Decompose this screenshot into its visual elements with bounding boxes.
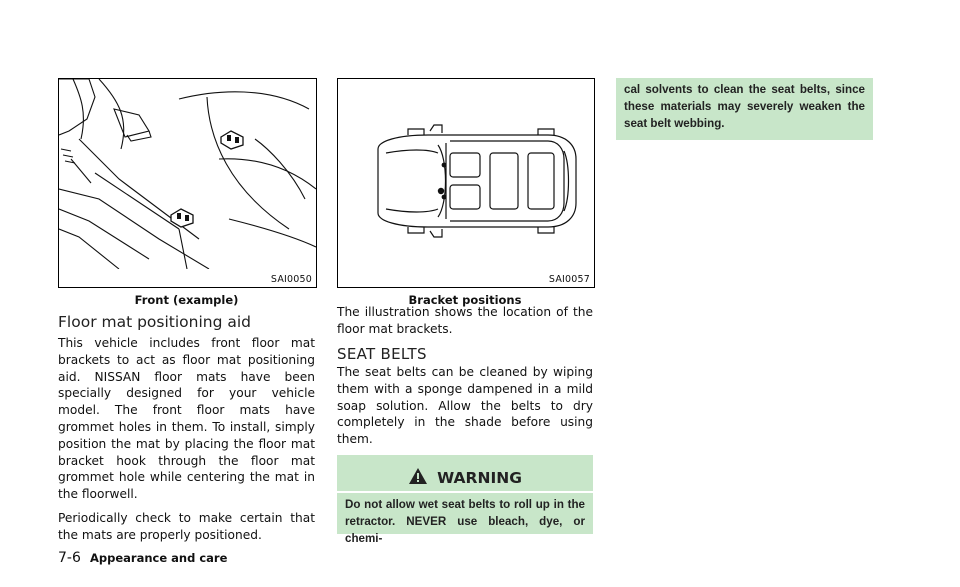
floor-mat-heading: Floor mat positioning aid	[58, 313, 252, 331]
page-footer	[58, 547, 227, 566]
seat-belts-paragraph: The seat belts can be cleaned by wiping them with a sponge dampened in a mild soap solution. Allow the belts to dry completely in the shade before using them.	[337, 365, 593, 447]
floor-mat-bracket-illustration	[59, 79, 316, 269]
page-number: 7-6	[58, 550, 81, 566]
figure-code: SAI0057	[548, 274, 590, 285]
warning-box-continued	[616, 78, 873, 140]
vehicle-top-view-diagram	[338, 79, 594, 269]
bracket-note	[337, 304, 593, 345]
figure-caption: Front (example)	[134, 293, 239, 307]
bracket-positions-figure	[337, 78, 595, 288]
warning-header	[337, 467, 593, 487]
floor-mat-paragraph: This vehicle includes front floor mat brackets to act as floor mat positioning aid. NISSAN floor mats have been specially designed for your vehicle model. The front floor mats have grommet holes in them. To install, simply position the mat by placing the floor mat bracket hook through the floor mat grommet hole while centering the mat in the floorwell.	[58, 336, 315, 502]
floor-mat-paragraph: Periodically check to make certain that the mats are properly positioned.	[58, 510, 315, 542]
figure-caption: Bracket positions	[408, 293, 522, 307]
seat-belts-heading: SEAT BELTS	[337, 345, 427, 363]
floor-mat-figure	[58, 78, 317, 288]
warning-triangle-icon	[408, 467, 428, 485]
warning-box	[337, 455, 593, 545]
warning-text: cal solvents to clean the seat belts, since these materials may severely weaken the seat belt webbing.	[624, 83, 865, 130]
warning-divider	[337, 491, 593, 493]
floor-mat-body	[58, 335, 315, 551]
section-title: Appearance and care	[89, 551, 228, 565]
bracket-note-text: The illustration shows the location of the floor mat brackets.	[337, 305, 593, 336]
warning-title: WARNING	[437, 469, 522, 487]
warning-text: Do not allow wet seat belts to roll up in the retractor. NEVER use bleach, dye, or chemi-	[345, 498, 585, 545]
figure-code: SAI0050	[270, 274, 312, 285]
